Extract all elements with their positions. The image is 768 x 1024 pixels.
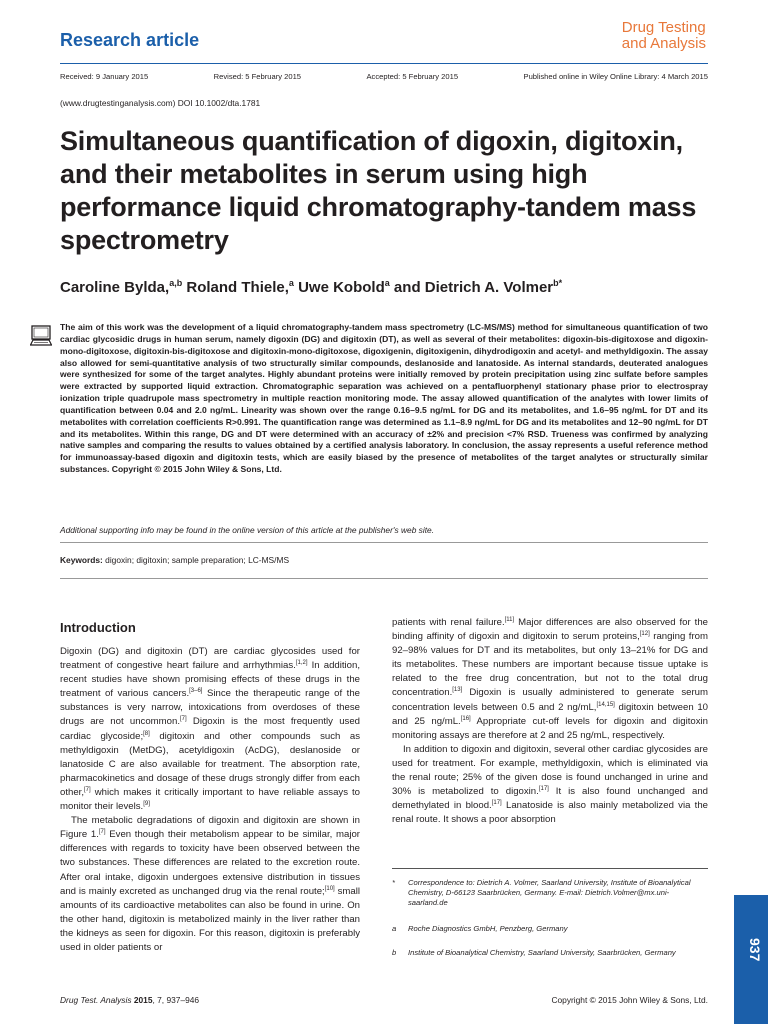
page-number: 937 [747, 938, 763, 962]
article-dates [60, 72, 708, 81]
journal-name-line1: Drug Testing [621, 19, 706, 36]
author-name: Uwe Kobold [293, 279, 385, 296]
text-run: Even though their metabolism appear to be similar, major differences with regards to toxicity have been observed between the two substances. These differences are related to the excretion route. After oral intake, digoxin undergoes extensive distribution in tissues and is mainly excreted as unchanged drug via the renal route; [60, 829, 360, 897]
citation-ref[interactable]: [3–6] [189, 688, 203, 695]
author-affiliation-mark: a [288, 278, 294, 288]
text-run: digitoxin between 10 and 25 ng/mL. [392, 701, 708, 727]
article-title: Simultaneous quantification of digoxin, digitoxin, and their metabolites in serum using high performance liquid chromatography-tandem mass spectrometry [60, 126, 697, 255]
text-run: ranging from 92–98% values for DT and its metabolites, but only 13–21% for DG and its metabolites. These numbers are important because tissue uptake is related to the free drug concentration, but not to the total drug concentration. [392, 631, 708, 699]
footnote-text: Institute of Bioanalytical Chemistry, Saarland University, Saarbrücken, Germany [408, 948, 676, 957]
text-run: Appropriate cut-off levels for digoxin and digitoxin monitoring assays are therefore at 2 and 25 ng/mL, respectively. [392, 715, 709, 741]
footnote-mark: * [392, 878, 395, 887]
citation-ref[interactable]: [11] [504, 616, 515, 623]
text-run: The metabolic degradations of digoxin and digitoxin are shown in Figure 1. [60, 815, 360, 841]
citation-ref[interactable]: [17] [538, 785, 549, 792]
text-run: Major differences are also observed for the binding affinity of digoxin and digitoxin to serum proteins, [392, 617, 708, 643]
citation-ref[interactable]: [17] [491, 800, 502, 807]
section-heading-introduction: Introduction [60, 620, 136, 635]
keywords-line [60, 555, 289, 565]
paragraph [60, 814, 360, 955]
footnote-text: Roche Diagnostics GmbH, Penzberg, Germany [408, 924, 568, 933]
copyright-footer: Copyright © 2015 John Wiley & Sons, Ltd. [551, 995, 708, 1005]
divider [60, 542, 708, 543]
author-affiliation-mark: b* [553, 278, 563, 288]
article-type-label: Research article [60, 30, 200, 50]
footnote-affiliation-b [392, 948, 708, 958]
paragraph [60, 645, 360, 814]
accepted-date: Accepted: 5 February 2015 [366, 72, 459, 81]
citation-year: 2015 [133, 995, 153, 1005]
text-run: Since the therapeutic range of the substances is very narrow, intoxications from overdoses of these drugs are not uncommon. [60, 688, 360, 728]
citation-volume-pages: , 7, 937–946 [152, 995, 200, 1005]
citation-ref[interactable]: [7] [180, 716, 187, 723]
header-rule [60, 63, 708, 64]
journal-name-line2: and Analysis [621, 35, 706, 52]
keywords-list: digoxin; digitoxin; sample preparation; LC-MS/MS [102, 555, 290, 565]
journal-name [622, 20, 706, 52]
doi-line[interactable]: (www.drugtestinganalysis.com) DOI 10.1002/dta.1781 [60, 98, 261, 108]
footnote-affiliation-a [392, 924, 708, 934]
citation-ref[interactable]: [1,2] [295, 659, 308, 666]
citation-footer [60, 995, 199, 1005]
text-run: In addition, recent studies have shown promising effects of these drugs in the treatment of various cancers. [60, 660, 361, 700]
revised-date: Revised: 5 February 2015 [213, 72, 302, 81]
footnote-rule [392, 868, 708, 869]
footnote-mark: a [392, 924, 397, 933]
citation-ref[interactable]: [7] [84, 786, 91, 793]
text-run: Digoxin is usually administered to generate serum concentration levels between 0.5 and 2 ng/mL, [392, 687, 708, 713]
citation-ref[interactable]: [7] [98, 829, 106, 836]
supporting-info-note: Additional supporting info may be found in the online version of this article at the publisher's web site. [60, 525, 435, 535]
citation-ref[interactable]: [16] [460, 715, 471, 722]
right-column [392, 616, 708, 827]
footnote-mark: b [392, 948, 397, 957]
published-date: Published online in Wiley Online Library: 4 March 2015 [523, 72, 708, 81]
text-run: In addition to digoxin and digitoxin, several other cardiac glycosides are used for treatment. For example, methyldigoxin, which is eliminated via the renal route; 25% of the given dose is found unchanged in urine and 30% is metabolized to digoxin. [392, 743, 708, 798]
text-run: which makes it critically important to have reliable assays to monitor their levels. [60, 786, 360, 813]
received-date: Received: 9 January 2015 [60, 72, 149, 81]
text-run: digitoxin and other compounds such as methyldigoxin (MetDG), acetyldigoxin (AcDG), deslanoside or lanatoside C are also available for treatment. The absorption rate, pharmacokinetics and dosage of these drugs strongly differ from each other, [60, 730, 361, 798]
citation-ref[interactable]: [9] [143, 800, 150, 807]
paragraph [392, 616, 708, 743]
author-name: Roland Thiele, [182, 279, 289, 296]
author-name: Caroline Bylda, [60, 279, 170, 296]
text-run: Digoxin is the most frequently used cardiac glycoside; [60, 716, 360, 742]
author-affiliation-mark: a [384, 278, 390, 288]
divider [60, 578, 708, 579]
keywords-label: Keywords: [60, 555, 103, 565]
citation-ref[interactable]: [14,15] [596, 701, 615, 708]
citation-ref[interactable]: [8] [143, 730, 150, 737]
text-run: It is also found unchanged and demethylated in blood. [392, 786, 708, 812]
abstract-text: The aim of this work was the development of a liquid chromatography-tandem mass spectrometry (LC-MS/MS) method for simultaneous quantification of two cardiac glycosidic drugs in human serum, namely digoxin (DG) and digitoxin (DT), as well as several of their metabolites: digoxin-bis-digitoxose and digoxin-mono-digitoxose, digitoxin-bis-digitoxose and digitoxin-mono-digitoxose, digoxigenin, digitoxigenin, dihydrodigoxin and acetyl- and methyldigoxin. The assay also allowed for semi-quantitative analysis of two structurally similar compounds, deslanoside and lanatoside. As internal standards, deuterated analogues were synthesized for some of the target analytes. Highly abundant proteins were initially removed by protein precipitation using zinc sulfate before samples were extracted by supported liquid extraction. Chromatographic separation was achieved on a pentafluorphenyl stationary phase prior to electrospray ionization triple quadrupole mass spectrometry in multiple reaction monitoring mode. The assay allowed quantification of the analytes with lower limits of quantification between 0.04 and 2.0 ng/mL. Linearity was shown over the range 0.16–9.5 ng/mL for DG and its metabolites, and 1.6–95 ng/mL for DT and its metabolites with correlation coefficients R>0.991. The quantification range was determined as 1.1–8.9 ng/mL for DG and its metabolites and 12–90 ng/mL for DT and its metabolites. Within this range, DG and DT were determined with an accuracy of ±2% and precision <7% RSD. Trueness was confirmed by analyzing native samples and comparing the results to values obtained by a certified analysis laboratory. In conclusion, the assay represents a useful reference method for immunoassay-based digoxin and digitoxin tests, which are easily biased by the presence of metabolites of the target analytes or structurally similar substances. Copyright © 2015 John Wiley & Sons, Ltd. [60, 322, 708, 475]
author-name: and Dietrich A. Volmer [389, 279, 554, 296]
citation-ref[interactable]: [12] [639, 630, 650, 637]
citation-journal: Drug Test. Analysis [60, 995, 134, 1005]
text-run: Lanatoside is also mainly metabolized via the renal route. It shows a poor absorption [392, 800, 708, 826]
author-list [60, 278, 562, 296]
paragraph [392, 743, 708, 828]
text-run: small amounts of its cardioactive metabolites can also be found in urine. On the other hand, digitoxin is metabolized mainly in the liver rather than the kidneys as seen for digoxin. For this reason, digitoxin is preferably used in older patients or [60, 885, 361, 953]
footnote-text: Correspondence to: Dietrich A. Volmer, Saarland University, Institute of Bioanalytical Chemistry, D-66123 Saarbrücken, Germany. E-mail: Dietrich.Volmer@mx.uni-saarland.de [408, 878, 691, 908]
left-column [60, 645, 360, 955]
text-run: patients with renal failure. [392, 617, 505, 628]
citation-ref[interactable]: [10] [324, 885, 335, 892]
text-run: Digoxin (DG) and digitoxin (DT) are cardiac glycosides used for treatment of congestive heart failure and arrhythmias. [60, 646, 360, 672]
author-affiliation-mark: a,b [169, 278, 183, 288]
citation-ref[interactable]: [13] [452, 687, 463, 694]
computer-icon [30, 325, 52, 347]
footnote-correspondence [392, 878, 708, 909]
